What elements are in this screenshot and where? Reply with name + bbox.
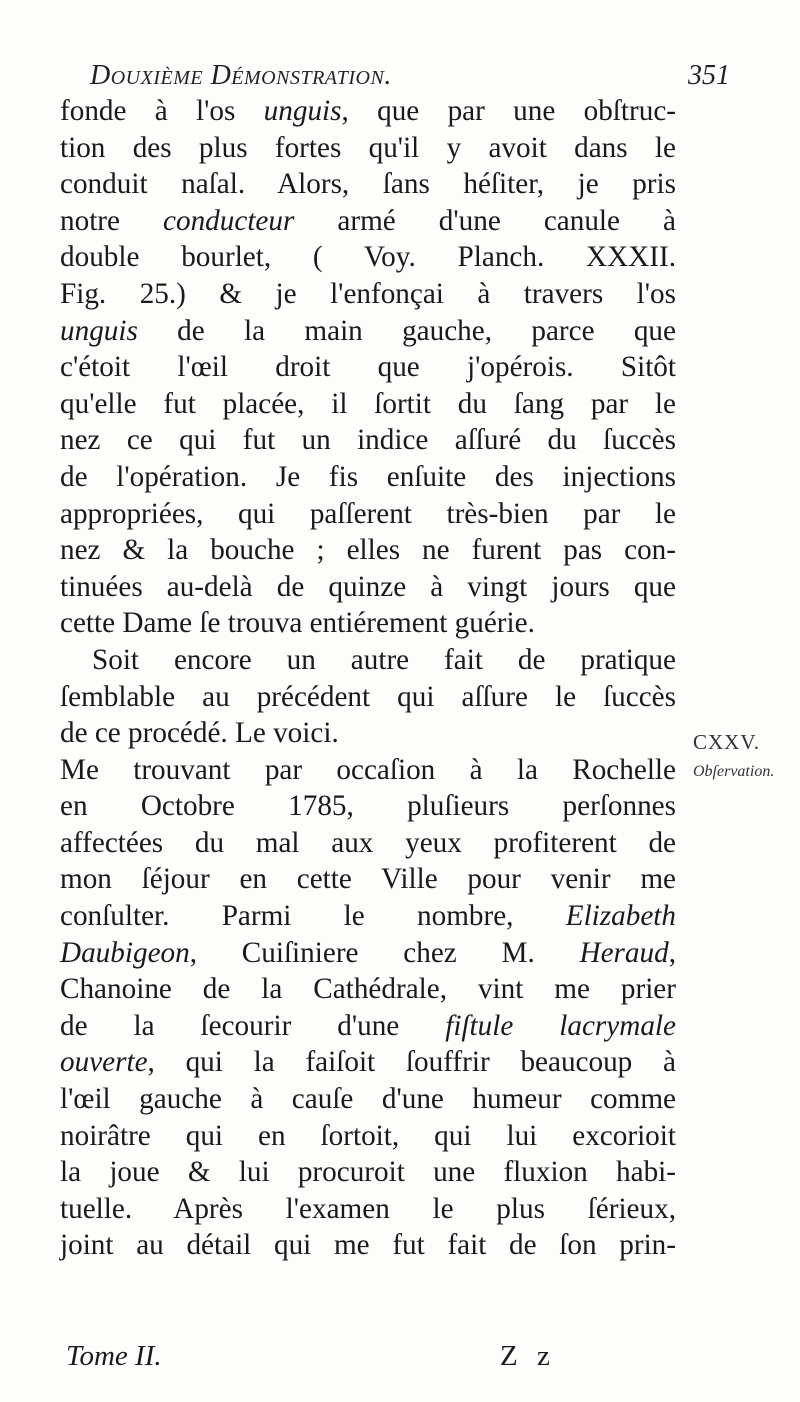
text-segment: , Cuiſiniere chez M. (189, 936, 580, 969)
text-segment: ſemblable au précédent qui aſſure le ſuccès (60, 680, 676, 713)
body-text (60, 93, 676, 1264)
text-line (60, 1191, 676, 1228)
text-segment: mon ſéjour en cette Ville pour venir me (60, 863, 676, 896)
text-segment: Soit encore un autre fait de pratique (92, 643, 676, 676)
text-line (60, 935, 676, 972)
text-segment: double bourlet, ( Voy. Planch. XXXII. (60, 241, 676, 274)
observation-label: Obſervation. (693, 763, 775, 780)
text-line (60, 1118, 676, 1155)
text-segment: nez ce qui fut un indice aſſuré du ſuccès (60, 424, 676, 457)
text-line (60, 971, 676, 1008)
text-segment: joint au détail qui me fut fait de ſon prin- (60, 1229, 676, 1262)
text-segment: Me trouvant par occaſion à la Rochelle (60, 753, 676, 786)
text-line (60, 1227, 676, 1264)
text-segment: affectées du mal aux yeux profiterent de (60, 826, 676, 859)
text-segment: de l'opération. Je fis enſuite des injections (60, 460, 676, 493)
text-segment: fonde à l'os (60, 95, 264, 127)
italic-text: unguis (263, 95, 342, 127)
text-line (60, 679, 676, 716)
text-line (60, 1081, 676, 1118)
text-line (60, 386, 676, 423)
italic-text: ouverte (60, 1046, 148, 1079)
text-segment: tuelle. Après l'examen le plus ſérieux, (60, 1192, 676, 1225)
text-line (60, 1008, 676, 1045)
signature-mark: Z z (500, 1340, 556, 1372)
text-line (60, 496, 676, 533)
text-segment: Fig. 25.) & je l'enfonçai à travers l'os (60, 277, 676, 310)
text-line (60, 569, 676, 606)
text-segment: tinuées au-delà de quinze à vingt jours que (60, 570, 676, 603)
text-line (60, 605, 676, 642)
text-segment: la joue & lui procuroit une fluxion habi- (60, 1156, 676, 1189)
text-line (60, 349, 676, 386)
text-segment: , que par une obſtruc- (341, 95, 677, 127)
page-number: 351 (688, 60, 730, 91)
text-line (60, 825, 676, 862)
text-line (60, 642, 676, 679)
text-line (60, 203, 676, 240)
text-segment: appropriées, qui paſſerent très-bien par le (60, 497, 676, 530)
text-line (60, 93, 676, 130)
text-segment: qu'elle fut placée, il ſortit du ſang par le (60, 387, 676, 420)
text-segment: conſulter. Parmi le nombre, (60, 900, 566, 933)
text-line (60, 239, 676, 276)
text-line (60, 532, 676, 569)
text-line (60, 313, 676, 350)
volume-label: Tome II. (66, 1340, 162, 1372)
italic-text: fiſtule lacrymale (445, 1009, 676, 1042)
text-segment: de la main gauche, parce que (137, 314, 676, 347)
italic-text: Elizabeth (565, 900, 676, 933)
text-segment: de ce procédé. Le voici. (60, 717, 339, 750)
text-segment: nez & la bouche ; elles ne furent pas con- (60, 534, 676, 567)
observation-number: CXXV. (693, 730, 761, 754)
text-segment: cette Dame ſe trouva entiérement guérie. (60, 607, 535, 640)
text-line (60, 130, 676, 167)
text-segment: noirâtre qui en ſortoit, qui lui excorioit (60, 1119, 676, 1152)
text-segment: , qui la faiſoit ſouffrir beaucoup à (147, 1046, 676, 1079)
text-line (60, 422, 676, 459)
text-segment: , (668, 936, 676, 969)
text-line (60, 788, 676, 825)
text-segment: en Octobre 1785, pluſieurs perſonnes (60, 790, 676, 823)
text-line (60, 276, 676, 313)
text-segment: tion des plus fortes qu'il y avoit dans le (60, 131, 676, 164)
text-line (60, 1154, 676, 1191)
italic-text: unguis (60, 314, 138, 347)
text-line (60, 715, 676, 752)
text-segment: c'étoit l'œil droit que j'opérois. Sitôt (60, 351, 676, 384)
text-segment: l'œil gauche à cauſe d'une humeur comme (60, 1083, 676, 1116)
text-segment: conduit naſal. Alors, ſans héſiter, je pris (60, 168, 676, 201)
text-segment: de la ſecourir d'une (60, 1009, 446, 1042)
text-segment: armé d'une canule à (294, 204, 676, 237)
page-footer (60, 1340, 580, 1380)
running-head: Douxième Démonstration. (90, 60, 392, 91)
text-line (60, 459, 676, 496)
text-segment: notre (60, 204, 164, 237)
text-line (60, 898, 676, 935)
italic-text: Heraud (579, 936, 669, 969)
text-segment: Chanoine de la Cathédrale, vint me prier (60, 973, 676, 1006)
italic-text: conducteur (163, 204, 295, 237)
text-line (60, 166, 676, 203)
text-line (60, 752, 676, 789)
text-line (60, 861, 676, 898)
text-line (60, 1044, 676, 1081)
italic-text: Daubigeon (60, 936, 190, 969)
